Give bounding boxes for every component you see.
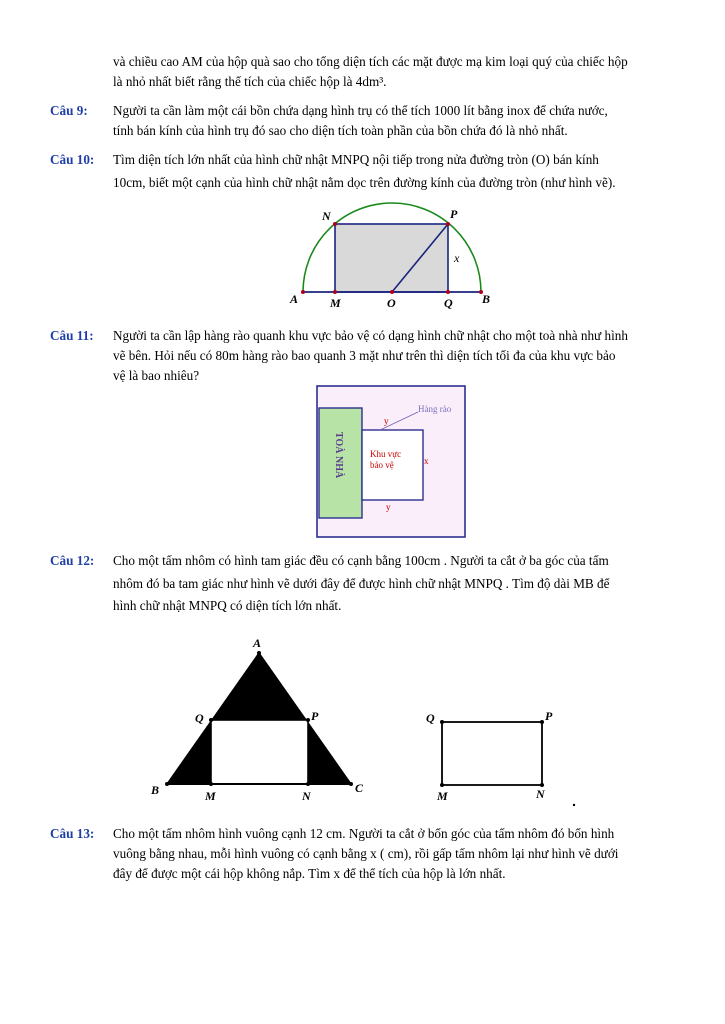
label-x: x (424, 456, 429, 466)
rectangle-mnpq (335, 224, 448, 292)
point-label-m: M (437, 789, 448, 803)
fence-figure (314, 384, 470, 540)
question-13-text: vuông bằng nhau, mỗi hình vuông có cạnh bằng x ( cm), rồi gấp tấm nhôm lại như hình vẽ dưới (113, 846, 619, 861)
point-label-p: P (450, 207, 458, 221)
question-11-text: vẽ bên. Hỏi nếu có 80m hàng rào bao quanh 3 mặt như trên thì diện tích tối đa của khu vực bảo (113, 348, 616, 363)
point-label-b: B (482, 292, 491, 306)
question-label-11: Câu 11: (50, 328, 94, 343)
point-label-o: O (387, 296, 396, 310)
label-zone: Khu vực (370, 449, 402, 459)
question-label-10: Câu 10: (50, 152, 95, 167)
point-label-n: N (302, 789, 311, 803)
point-label-m: M (330, 296, 341, 310)
label-building: TOÀ NHÀ (333, 432, 344, 479)
semicircle-figure (280, 200, 500, 315)
rectangle-figure (420, 702, 585, 810)
text-line: là nhỏ nhất biết rằng thể tích của chiếc hộp là 4dm³. (113, 74, 387, 89)
question-11-text: vệ là bao nhiêu? (113, 368, 200, 383)
question-label-12: Câu 12: (50, 553, 95, 568)
question-9-text: tính bán kính của hình trụ đó sao cho diện tích toàn phần của bồn chứa đó là nhỏ nhất. (113, 123, 568, 138)
question-13-text: đây để được một cái hộp không nắp. Tìm x để thể tích của hộp là lớn nhất. (113, 866, 506, 881)
question-12-text: hình chữ nhật MNPQ có diện tích lớn nhất. (113, 598, 342, 613)
point-label-m: M (205, 789, 216, 803)
question-label-13: Câu 13: (50, 826, 95, 841)
rectangle-mnpq (442, 722, 542, 785)
question-10-text: Tìm diện tích lớn nhất của hình chữ nhật MNPQ nội tiếp trong nửa đường tròn (O) bán kính (113, 152, 599, 167)
question-label-9: Câu 9: (50, 103, 88, 118)
point-label-p: P (545, 709, 553, 723)
point-label-b: B (151, 783, 160, 797)
label-y-bottom: y (386, 502, 391, 512)
label-y-top: y (384, 416, 389, 426)
point-label-q: Q (444, 296, 453, 310)
point-label-c: C (355, 781, 364, 795)
question-11-text: Người ta cần lập hàng rào quanh khu vực bảo vệ có dạng hình chữ nhật cho một toà nhà như hình (113, 328, 628, 343)
text-line: và chiều cao AM của hộp quà sao cho tổng diện tích các mặt được mạ kim loại quý của chiếc hộp (113, 54, 628, 69)
question-12-text: nhôm đó ba tam giác như hình vẽ dưới đây để được hình chữ nhật MNPQ . Tìm độ dài MB để (113, 576, 610, 591)
question-10-text: 10cm, biết một cạnh của hình chữ nhật nằm dọc trên đường kính của đường tròn (như hình vẽ). (113, 175, 616, 190)
point-label-a: A (253, 636, 262, 650)
rectangle-mnpq (211, 720, 308, 784)
point-label-a: A (290, 292, 299, 306)
point-label-n: N (536, 787, 545, 801)
point-label-q: Q (195, 711, 204, 725)
point-label-q: Q (426, 711, 435, 725)
label-zone: bảo vệ (370, 460, 394, 470)
point-label-p: P (311, 709, 319, 723)
triangle-figure (145, 634, 375, 806)
label-x: x (454, 251, 460, 265)
point-label-n: N (322, 209, 331, 223)
question-12-text: Cho một tấm nhôm có hình tam giác đều có cạnh bằng 100cm . Người ta cắt ở ba góc của tấm (113, 553, 609, 568)
question-9-text: Người ta cần làm một cái bồn chứa dạng hình trụ có thể tích 1000 lít bằng inox để chứa nước, (113, 103, 608, 118)
label-fence: Hàng rào (418, 404, 452, 414)
question-13-text: Cho một tấm nhôm hình vuông cạnh 12 cm. Người ta cắt ở bốn góc của tấm nhôm đó bốn hình (113, 826, 615, 841)
